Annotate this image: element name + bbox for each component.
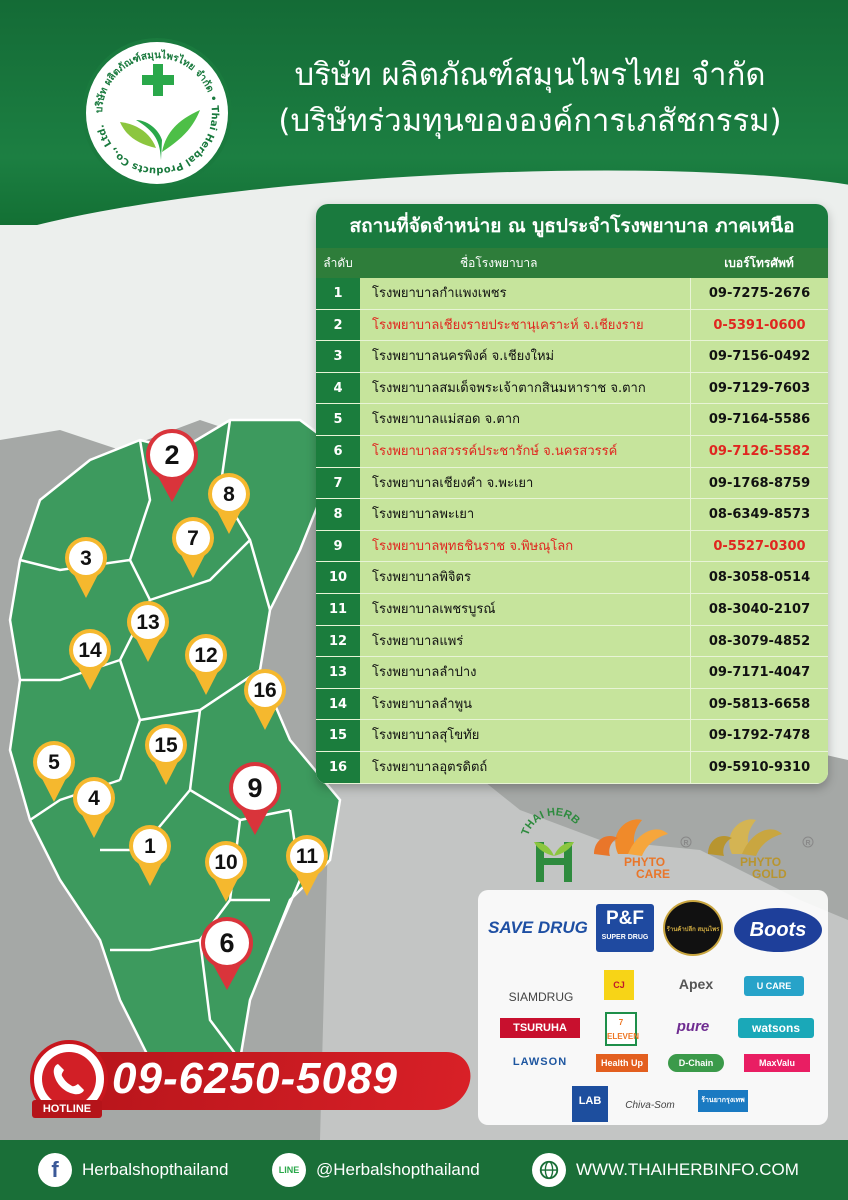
pure-logo: pure [676, 1018, 710, 1035]
map-pin-label: 8 [223, 483, 235, 506]
row-hospital-name: โรงพยาบาลเชียงรายประชานุเคราะห์ จ.เชียงราย [360, 310, 690, 341]
row-hospital-name: โรงพยาบาลสมเด็จพระเจ้าตากสินมหาราช จ.ตาก [360, 373, 690, 404]
map-pin-4 [72, 776, 116, 838]
map-pin-icon [207, 472, 251, 534]
row-hospital-name: โรงพยาบาลเชียงคำ จ.พะเยา [360, 468, 690, 499]
row-phone: 0-5527-0300 [690, 531, 828, 562]
map-pin-label: 12 [194, 644, 218, 667]
cj-logo: CJ [604, 970, 634, 1000]
row-no: 8 [316, 499, 360, 530]
map-pin-8 [207, 472, 251, 534]
table-row [316, 752, 828, 784]
map-pin-label: 6 [219, 928, 235, 958]
table-row [316, 562, 828, 594]
row-hospital-name: โรงพยาบาลลำปาง [360, 657, 690, 688]
map-pin-5 [32, 740, 76, 802]
map-pin-16 [243, 668, 287, 730]
table-rows [316, 278, 828, 784]
phyto-care-logo [588, 812, 696, 882]
table-row [316, 373, 828, 405]
map-pin-label: 10 [214, 851, 238, 874]
table-row [316, 594, 828, 626]
dchain-logo: D-Chain [668, 1054, 724, 1072]
pf-text: P&F [606, 908, 644, 929]
map-pin-icon [64, 536, 108, 598]
row-phone: 09-7129-7603 [690, 373, 828, 404]
map-pin-icon [32, 740, 76, 802]
map-pin-3 [64, 536, 108, 598]
phyto-gold-text-2: GOLD [752, 867, 787, 881]
row-no: 4 [316, 373, 360, 404]
map-pin-icon [128, 824, 172, 886]
row-no: 5 [316, 404, 360, 435]
header-name: ชื่อโรงพยาบาล [460, 256, 538, 270]
row-hospital-name: โรงพยาบาลพะเยา [360, 499, 690, 530]
globe-icon [532, 1153, 566, 1187]
map-pin-label: 16 [253, 679, 277, 702]
map-pin-icon [204, 840, 248, 902]
maxvalu-logo: MaxValu [744, 1054, 810, 1072]
facebook-icon: f [38, 1153, 72, 1187]
row-no: 9 [316, 531, 360, 562]
map-pin-label: 4 [88, 787, 100, 810]
map-pin-icon [228, 761, 282, 835]
phyto-care-text-1: PHYTO [624, 855, 666, 869]
row-phone: 09-1792-7478 [690, 720, 828, 751]
table-row [316, 689, 828, 721]
watsons-logo: watsons [738, 1018, 814, 1038]
save-drug-logo: SAVE DRUG [488, 918, 588, 937]
map-pin-label: 5 [48, 751, 60, 774]
row-phone: 09-5813-6658 [690, 689, 828, 720]
map-pin-icon [200, 916, 254, 990]
seven-eleven-logo: 7 ELEVEN [605, 1012, 637, 1046]
row-phone: 08-3040-2107 [690, 594, 828, 625]
table-row [316, 499, 828, 531]
healthup-logo: Health Up [596, 1054, 648, 1072]
map-pin-9 [228, 761, 282, 835]
tsuruha-logo: TSURUHA [500, 1018, 580, 1038]
map-pin-label: 14 [78, 639, 102, 662]
row-no: 6 [316, 436, 360, 467]
row-hospital-name: โรงพยาบาลสุโขทัย [360, 720, 690, 751]
row-hospital-name: โรงพยาบาลแม่สอด จ.ตาก [360, 404, 690, 435]
row-no: 16 [316, 752, 360, 783]
phyto-gold-logo [702, 812, 820, 882]
row-no: 11 [316, 594, 360, 625]
phyto-gold-registered: R [805, 840, 811, 847]
apex-logo: Apex [678, 976, 714, 992]
map-pin-label: 2 [164, 440, 180, 470]
website-url: WWW.THAIHERBINFO.COM [576, 1160, 799, 1179]
map-pin-11 [285, 834, 329, 896]
row-phone: 09-1768-8759 [690, 468, 828, 499]
krungthep-logo: ร้านยากรุงเทพ [698, 1090, 748, 1112]
table-row [316, 531, 828, 563]
map-pin-13 [126, 600, 170, 662]
row-no: 2 [316, 310, 360, 341]
map-pin-12 [184, 633, 228, 695]
lab-logo: LAB [572, 1086, 608, 1122]
map-pin-icon [184, 633, 228, 695]
map-pin-1 [128, 824, 172, 886]
map-pin-label: 7 [187, 527, 199, 550]
table-row [316, 310, 828, 342]
footer-website[interactable] [532, 1153, 799, 1187]
row-hospital-name: โรงพยาบาลเพชรบูรณ์ [360, 594, 690, 625]
thai-herb-logo [520, 800, 590, 890]
map-pin-label: 11 [295, 845, 319, 868]
row-phone: 0-5391-0600 [690, 310, 828, 341]
header-no: ลำดับ [323, 256, 353, 270]
row-phone: 09-7126-5582 [690, 436, 828, 467]
table-row [316, 341, 828, 373]
row-no: 14 [316, 689, 360, 720]
footer-line[interactable] [272, 1153, 480, 1187]
row-phone: 09-7275-2676 [690, 278, 828, 309]
ucare-logo: U CARE [744, 976, 804, 996]
map-pin-6 [200, 916, 254, 990]
map-pin-label: 15 [154, 734, 178, 757]
logo-ring-text: บริษัท ผลิตภัณฑ์สมุนไพรไทย จำกัด • Thai Herbal Products Co., Ltd. [94, 50, 221, 177]
svg-text:THAI HERB [520, 806, 582, 837]
hotline[interactable] [30, 1040, 472, 1118]
row-phone: 08-3079-4852 [690, 626, 828, 657]
map-pin-icon [126, 600, 170, 662]
leaves-icon [116, 92, 206, 162]
map-pin-icon [72, 776, 116, 838]
row-phone: 09-5910-9310 [690, 752, 828, 783]
thai-herb-text: THAI HERB [520, 806, 583, 838]
footer-facebook[interactable] [38, 1153, 229, 1187]
row-phone: 08-6349-8573 [690, 499, 828, 530]
map-pin-label: 1 [144, 835, 156, 858]
hotline-label: HOTLINE [32, 1100, 102, 1118]
row-hospital-name: โรงพยาบาลพิจิตร [360, 562, 690, 593]
row-hospital-name: โรงพยาบาลอุตรดิตถ์ [360, 752, 690, 783]
pf-subtext: SUPER DRUG [601, 934, 649, 941]
row-phone: 09-7156-0492 [690, 341, 828, 372]
row-phone: 08-3058-0514 [690, 562, 828, 593]
header-phone: เบอร์โทรศัพท์ [724, 256, 794, 270]
row-hospital-name: โรงพยาบาลลำพูน [360, 689, 690, 720]
map-pin-10 [204, 840, 248, 902]
chiva-som-logo: Chiva-Som [625, 1100, 675, 1111]
map-pin-label: 9 [247, 773, 263, 803]
row-phone: 09-7164-5586 [690, 404, 828, 435]
table-row [316, 720, 828, 752]
row-no: 12 [316, 626, 360, 657]
row-no: 15 [316, 720, 360, 751]
map-pin-icon [144, 723, 188, 785]
table-row [316, 626, 828, 658]
phyto-care-text-2: CARE [636, 867, 671, 881]
line-icon-label: LINE [278, 1165, 300, 1175]
company-name-line2: (บริษัทร่วมทุนขององค์การเภสัชกรรม) [278, 103, 782, 139]
company-name [250, 52, 810, 144]
pf-logo [596, 904, 654, 952]
row-no: 1 [316, 278, 360, 309]
map-pin-icon [68, 628, 112, 690]
map-pin-15 [144, 723, 188, 785]
row-hospital-name: โรงพยาบาลสวรรค์ประชารักษ์ จ.นครสวรรค์ [360, 436, 690, 467]
hospital-table [316, 204, 828, 784]
table-row [316, 278, 828, 310]
table-row [316, 657, 828, 689]
table-title: สถานที่จัดจำหน่าย ณ บูธประจำโรงพยาบาล ภาคเหนือ [316, 204, 828, 248]
row-no: 13 [316, 657, 360, 688]
map-pin-14 [68, 628, 112, 690]
hotline-number[interactable]: 09-6250-5089 [112, 1054, 399, 1103]
row-phone: 09-7171-4047 [690, 657, 828, 688]
row-no: 7 [316, 468, 360, 499]
map-pin-icon [243, 668, 287, 730]
row-hospital-name: โรงพยาบาลพุทธชินราช จ.พิษณุโลก [360, 531, 690, 562]
row-hospital-name: โรงพยาบาลแพร่ [360, 626, 690, 657]
company-name-line1: บริษัท ผลิตภัณฑ์สมุนไพรไทย จำกัด [294, 57, 766, 93]
row-hospital-name: โรงพยาบาลกำแพงเพชร [360, 278, 690, 309]
facebook-handle: Herbalshopthailand [82, 1160, 229, 1179]
map-pin-icon [285, 834, 329, 896]
map-pin-label: 13 [136, 611, 160, 634]
line-handle: @Herbalshopthailand [316, 1160, 480, 1179]
table-row [316, 468, 828, 500]
company-logo [82, 38, 232, 188]
lawson-logo: LAWSON [512, 1056, 568, 1068]
footer [0, 1140, 848, 1200]
siamdrug-logo: SIAMDRUG [508, 990, 574, 1004]
map-pin-label: 3 [80, 547, 92, 570]
table-row [316, 436, 828, 468]
row-no: 10 [316, 562, 360, 593]
map-pin-2 [145, 428, 199, 502]
line-icon [272, 1153, 306, 1187]
table-header [316, 248, 828, 278]
phyto-care-registered: R [683, 840, 689, 847]
boots-logo: Boots [734, 908, 822, 952]
row-hospital-name: โรงพยาบาลนครพิงค์ จ.เชียงใหม่ [360, 341, 690, 372]
table-row [316, 404, 828, 436]
row-no: 3 [316, 341, 360, 372]
phone-icon [42, 1052, 96, 1106]
map-pin-icon [145, 428, 199, 502]
phyto-gold-text-1: PHYTO [740, 855, 782, 869]
herb-shop-logo: ร้านค้าปลีก สมุนไพร [663, 900, 723, 956]
